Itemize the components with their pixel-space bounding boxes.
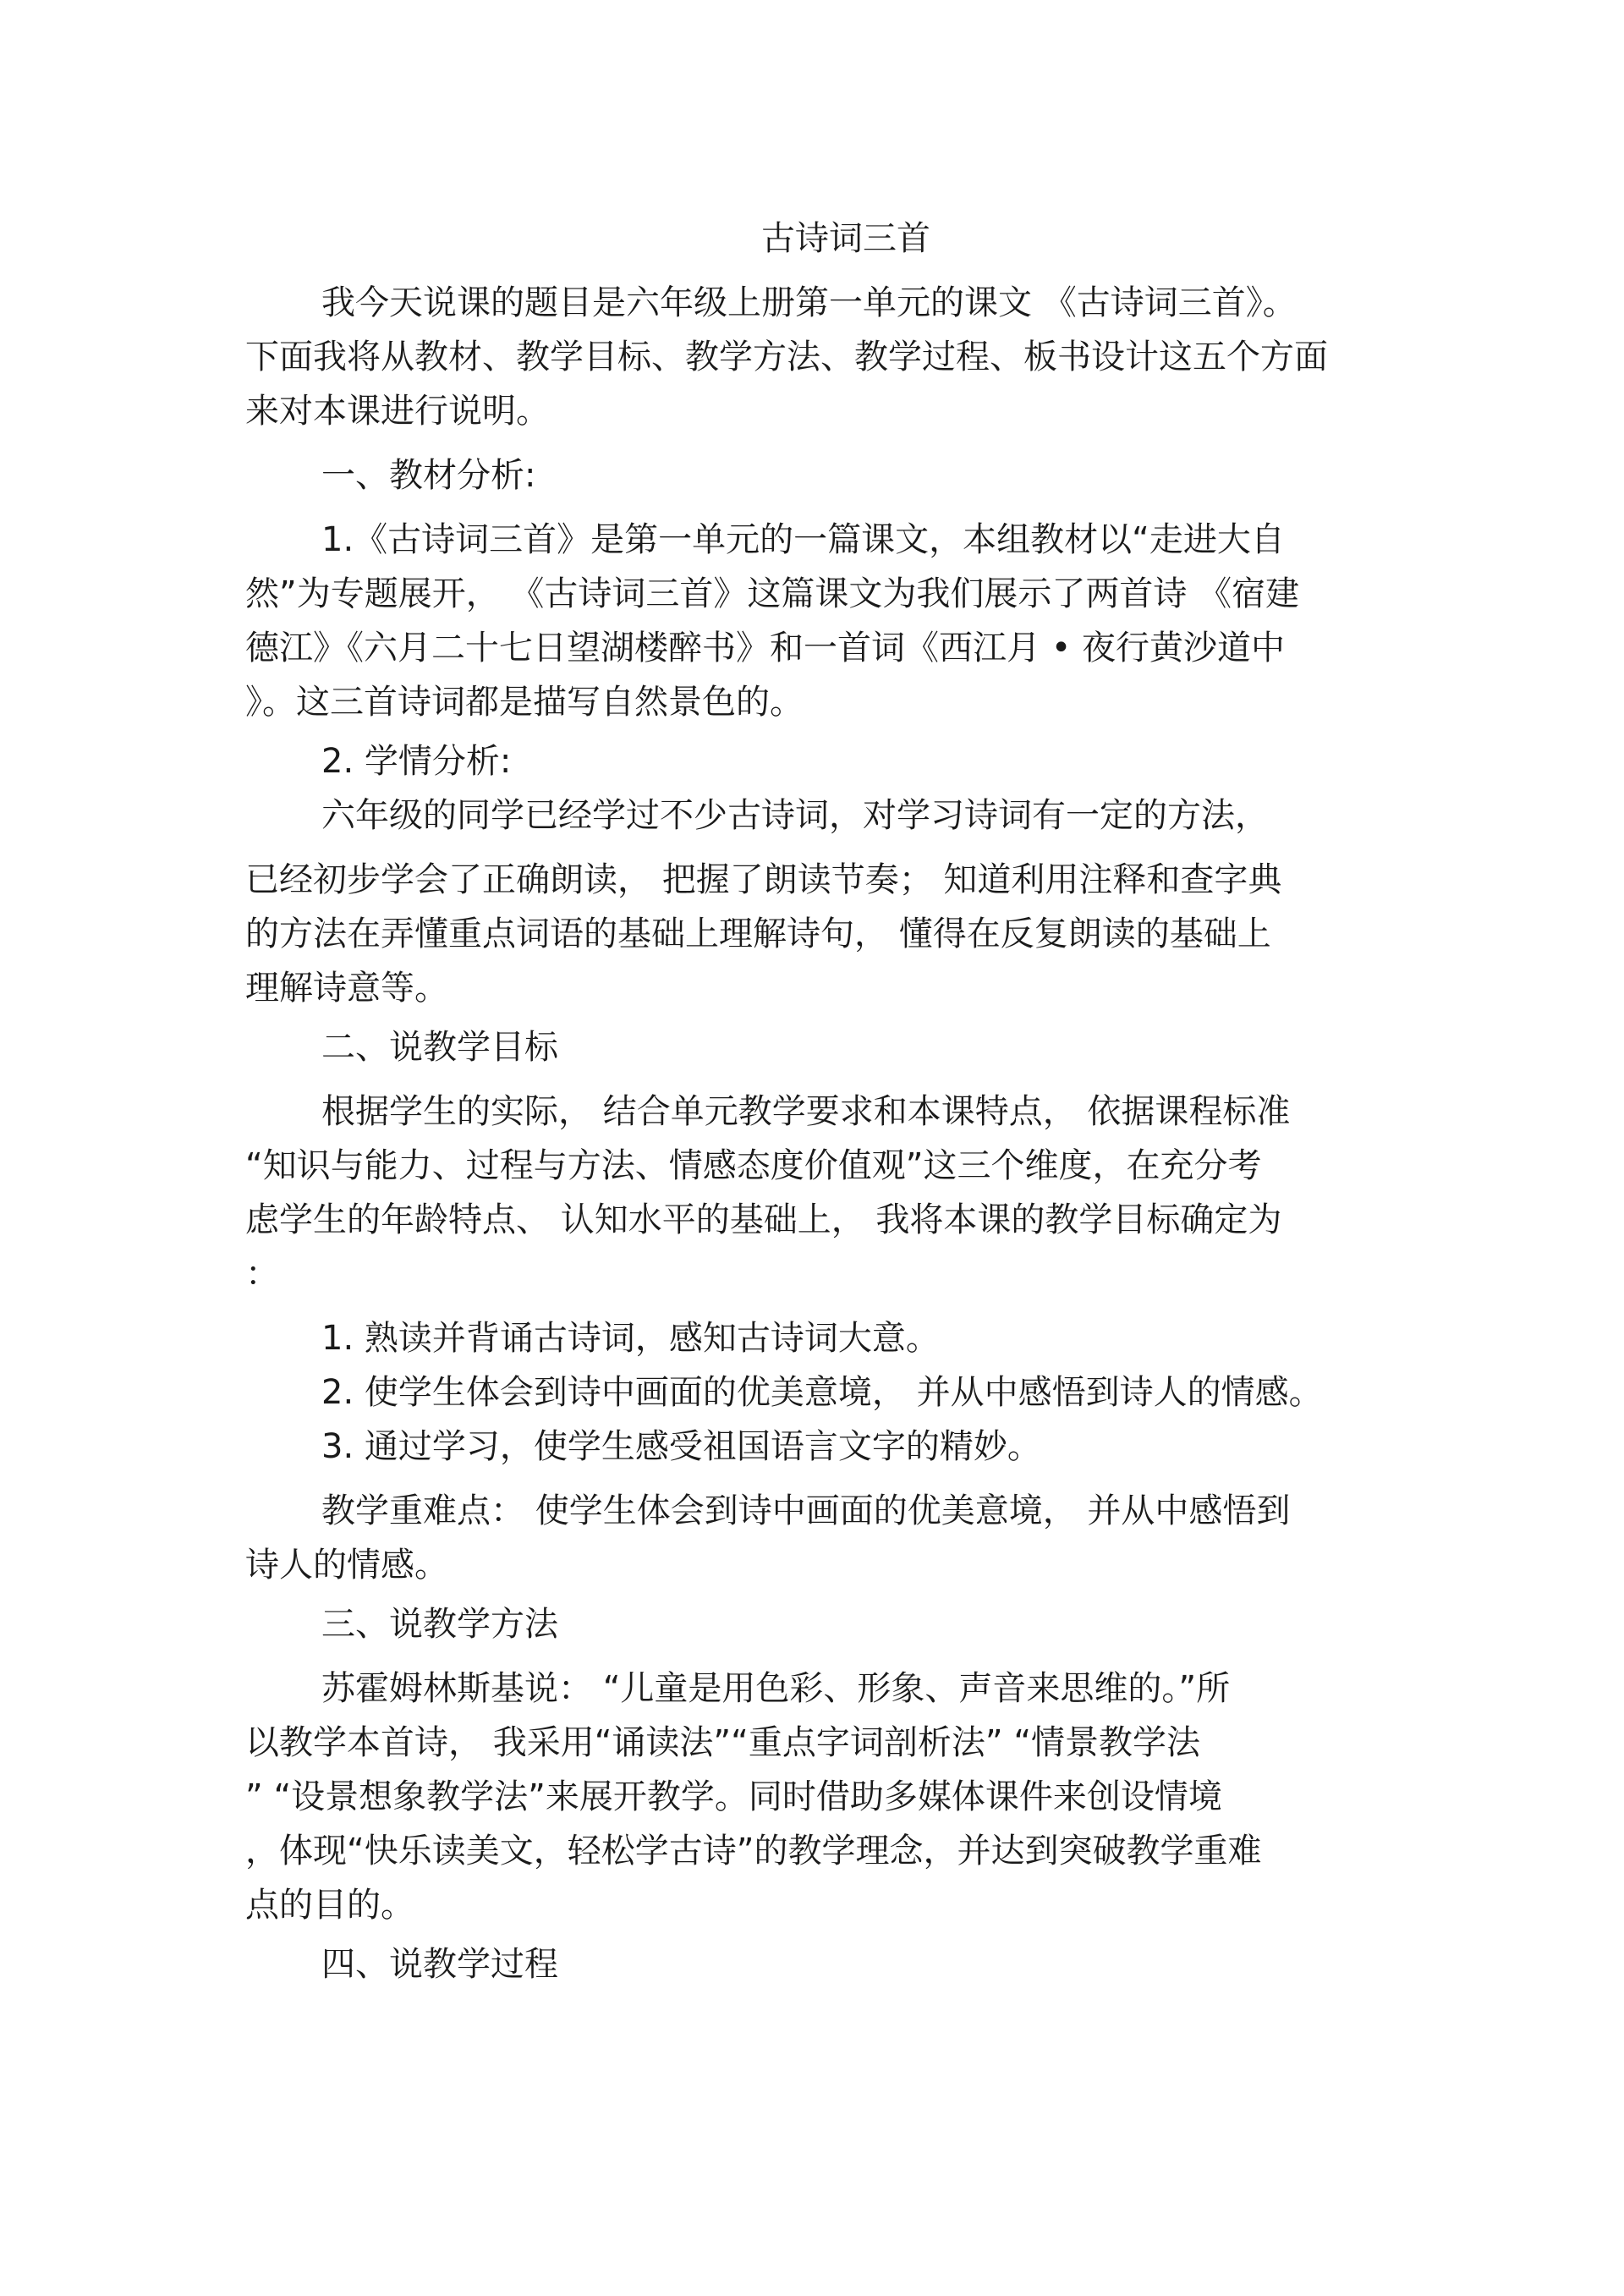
method-para-line-3: ” “设景想象教学法”来展开教学。同时借助多媒体课件来创设情境 xyxy=(245,1777,1222,1816)
intro-line-3: 来对本课进行说明。 xyxy=(245,392,550,431)
section-heading-1: 一、教材分析: xyxy=(321,456,536,495)
method-para-line-4: ，体现“快乐读美文，轻松学古诗”的教学理念，并达到突破教学重难 xyxy=(245,1832,1262,1870)
method-para-line-5: 点的目的。 xyxy=(245,1886,414,1925)
student-para-line-4: 理解诗意等。 xyxy=(245,969,448,1008)
textbook-para-line-2: 然”为专题展开， 《古诗词三首》这篇课文为我们展示了两首诗 《宿建 xyxy=(245,574,1300,613)
student-para-line-2: 已经初步学会了正确朗读， 把握了朗读节奏； 知道利用注释和查字典 xyxy=(245,860,1282,899)
textbook-para-line-4: 》。这三首诗词都是描写自然景色的。 xyxy=(245,683,804,722)
document-page xyxy=(245,211,1396,1991)
textbook-para-line-3: 德江》《六月二十七日望湖楼醉书》和一首词《西江月 • 夜行黄沙道中 xyxy=(245,629,1286,667)
goal-item-1: 1. 熟读并背诵古诗词，感知古诗词大意。 xyxy=(321,1319,940,1358)
subheading-student-analysis: 2. 学情分析: xyxy=(321,742,512,781)
intro-line-1: 我今天说课的题目是六年级上册第一单元的课文 《古诗词三首》。 xyxy=(321,283,1297,322)
goal-item-3: 3. 通过学习，使学生感受祖国语言文字的精妙。 xyxy=(321,1427,1041,1466)
goals-para-line-1: 根据学生的实际， 结合单元教学要求和本课特点， 依据课程标准 xyxy=(321,1092,1291,1131)
section-heading-2: 二、说教学目标 xyxy=(321,1028,558,1067)
document-title: 古诗词三首 xyxy=(761,219,930,258)
key-difficulty-line-1: 教学重难点： 使学生体会到诗中画面的优美意境， 并从中感悟到 xyxy=(321,1491,1291,1530)
student-para-line-3: 的方法在弄懂重点词语的基础上理解诗句， 懂得在反复朗读的基础上 xyxy=(245,915,1271,953)
section-heading-4: 四、说教学过程 xyxy=(321,1945,558,1984)
section-heading-3: 三、说教学方法 xyxy=(321,1605,558,1644)
goals-para-line-4: ： xyxy=(245,1255,279,1294)
intro-line-2: 下面我将从教材、教学目标、教学方法、教学过程、板书设计这五个方面 xyxy=(245,338,1328,376)
student-para-line-1: 六年级的同学已经学过不少古诗词，对学习诗词有一定的方法， xyxy=(321,796,1269,835)
textbook-para-line-1: 1.《古诗词三首》是第一单元的一篇课文，本组教材以“走进大自 xyxy=(321,520,1285,559)
goals-para-line-3: 虑学生的年龄特点、 认知水平的基础上， 我将本课的教学目标确定为 xyxy=(245,1200,1282,1239)
key-difficulty-line-2: 诗人的情感。 xyxy=(245,1546,448,1585)
method-para-line-2: 以教学本首诗， 我采用“诵读法”“重点字词剖析法” “情景教学法 xyxy=(245,1723,1201,1762)
method-para-line-1: 苏霍姆林斯基说： “儿童是用色彩、形象、声音来思维的。”所 xyxy=(321,1669,1231,1708)
goal-item-2: 2. 使学生体会到诗中画面的优美意境， 并从中感悟到诗人的情感。 xyxy=(321,1373,1323,1412)
goals-para-line-2: “知识与能力、过程与方法、情感态度价值观”这三个维度，在充分考 xyxy=(245,1146,1262,1185)
